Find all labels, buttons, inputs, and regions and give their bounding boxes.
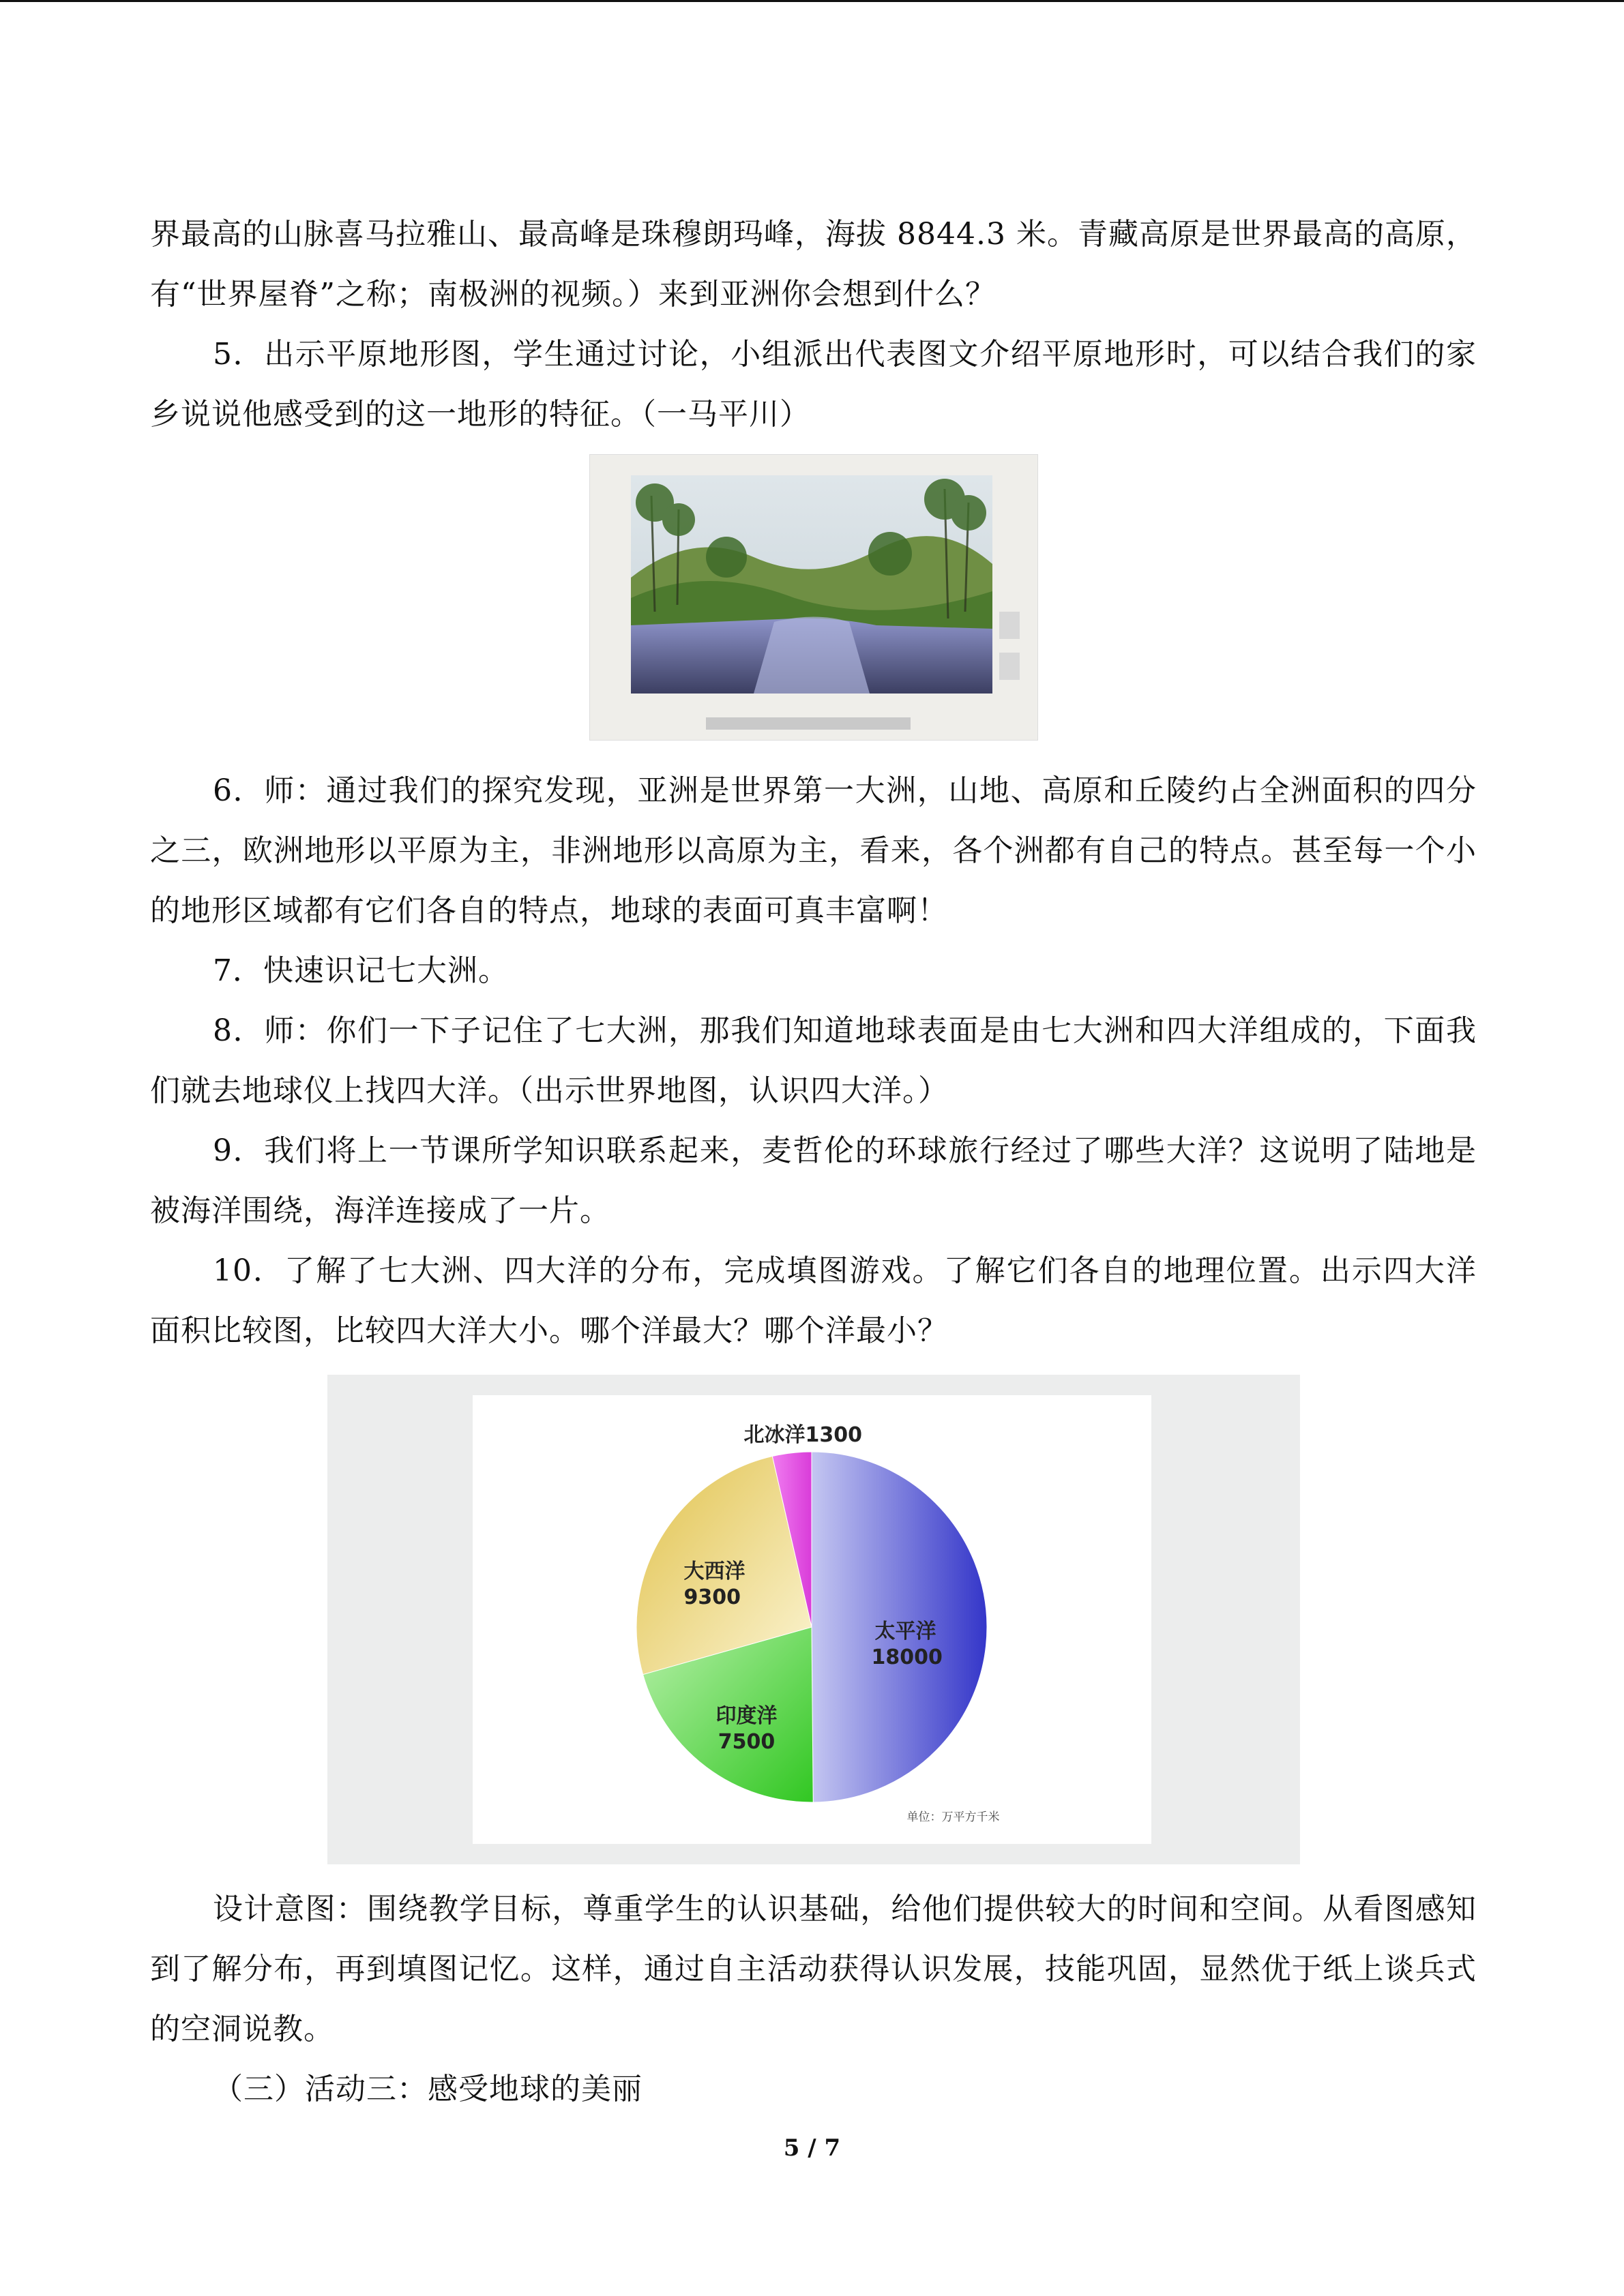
plain-landscape-photo [589,454,1038,741]
plain-landscape-image [590,455,1037,740]
paragraph-step-5: 5．出示平原地形图，学生通过讨论，小组派出代表图文介绍平原地形时，可以结合我们的家乡说说他感受到的这一地形的特征。（一马平川） [150,337,1477,432]
paragraph-asia-intro: 界最高的山脉喜马拉雅山、最高峰是珠穆朗玛峰，海拔 8844.3 米。青藏高原是世界最高的高原，有“世界屋脊”之称；南极洲的视频。）来到亚洲你会想到什么？ [150,217,1477,312]
paragraph-step-7: 7．快速识记七大洲。 [213,953,509,988]
atlantic-name: 大西洋 [683,1560,745,1583]
paragraph-step-10: 10．了解了七大洲、四大洋的分布，完成填图游戏。了解它们各自的地理位置。出示四大洋面积比较图，比较四大洋大小。哪个洋最大？哪个洋最小？ [150,1253,1477,1348]
ocean-area-chart [327,1375,1300,1864]
indian-label [713,1703,781,1755]
indian-name: 印度洋 [715,1704,778,1728]
arctic-label: 北冰洋1300 [743,1423,862,1447]
top-border-line [0,0,1624,2]
paragraph-step-8: 8．师：你们一下子记住了七大洲，那我们知道地球表面是由七大洲和四大洋组成的，下面我们就去地球仪上找四大洋。（出示世界地图，认识四大洋。） [150,1013,1477,1108]
paragraph-step-6: 6．师：通过我们的探究发现，亚洲是世界第一大洲，山地、高原和丘陵约占全洲面积的四分之三，欧洲地形以平原为主，非洲地形以高原为主，看来，各个洲都有自己的特点。甚至每一个小的地形区域都有它们各自的特点，地球的表面可真丰富啊！ [150,773,1477,928]
unit-label: 单位：万平方千米 [906,1810,1000,1824]
atlantic-value: 9300 [683,1585,741,1609]
pacific-label [871,1619,943,1671]
paragraph-activity-three: （三）活动三：感受地球的美丽 [213,2072,643,2106]
pacific-value: 18000 [871,1645,943,1669]
paragraph-design-intent: 设计意图：围绕教学目标，尊重学生的认识基础，给他们提供较大的时间和空间。从看图感知到了解分布，再到填图记忆。这样，通过自主活动获得认识发展，技能巩固，显然优于纸上谈兵式的空洞说教。 [150,1892,1477,2046]
pacific-name: 太平洋 [874,1620,936,1643]
atlantic-label [684,1559,759,1611]
ocean-pie-chart [473,1395,1151,1844]
document-body [150,205,1477,2119]
paragraph-step-9: 9．我们将上一节课所学知识联系起来，麦哲伦的环球旅行经过了哪些大洋？这说明了陆地是被海洋围绕，海洋连接成了一片。 [150,1133,1477,1228]
indian-value: 7500 [718,1730,776,1754]
page-number: 5 / 7 [783,2134,841,2162]
ocean-area-chart-panel [473,1395,1151,1844]
